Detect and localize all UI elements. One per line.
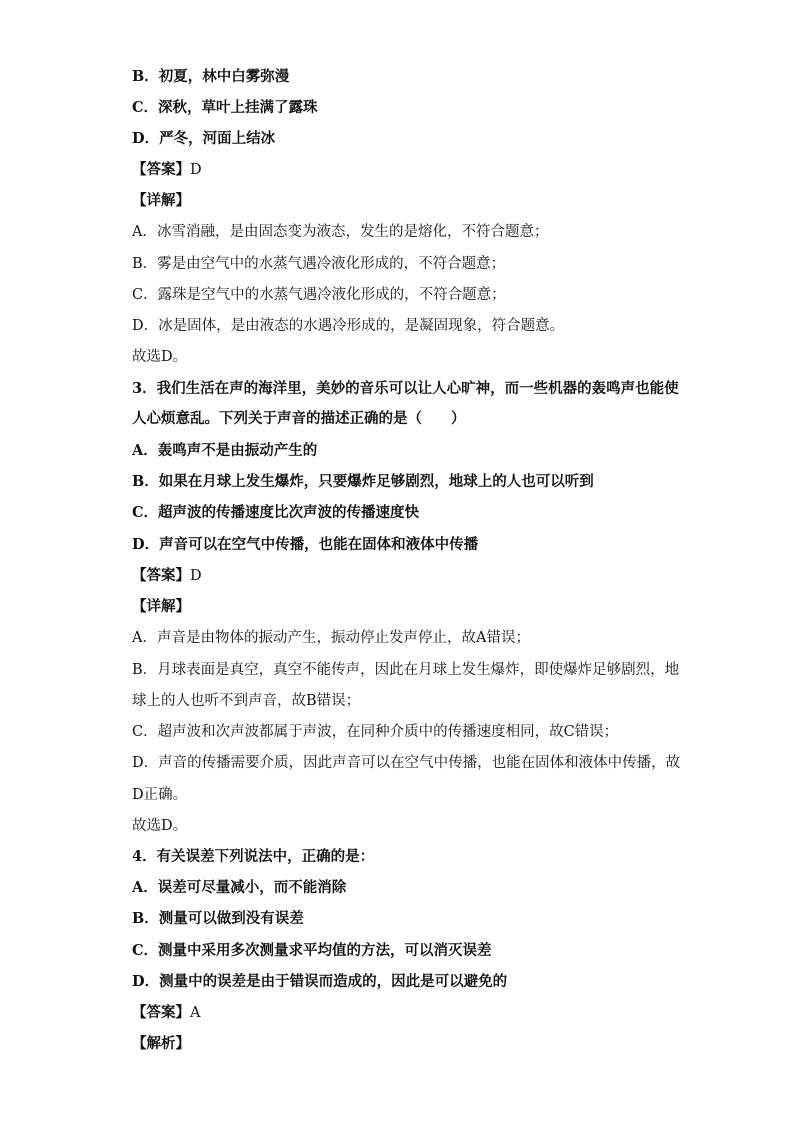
q3-stem-line2: 人心烦意乱。下列关于声音的描述正确的是（ ）: [132, 410, 466, 427]
q3-conclusion: 故选D。: [132, 818, 188, 834]
q2-option-b: B．初夏，林中白雾弥漫: [132, 68, 290, 85]
q4-option-c: C．测量中采用多次测量求平均值的方法，可以消灭误差: [132, 942, 492, 959]
q2-option-c: C．深秋，草叶上挂满了露珠: [132, 99, 318, 116]
answer-value: D: [190, 162, 202, 178]
q3-detail-label: 【详解】: [132, 598, 190, 615]
q2-explain-c: C．露珠是空气中的水蒸气遇冷液化形成的，不符合题意；: [132, 287, 506, 303]
answer-value: D: [190, 568, 202, 584]
q2-detail-label: 【详解】: [132, 192, 190, 209]
q3-option-d: D．声音可以在空气中传播，也能在固体和液体中传播: [132, 536, 479, 553]
q4-answer: [132, 1003, 692, 1023]
q2-option-d: D．严冬，河面上结冰: [132, 130, 276, 147]
q2-conclusion: 故选D。: [132, 349, 188, 365]
q3-explain-a: A．声音是由物体的振动产生，振动停止发声停止，故A错误；: [132, 630, 530, 646]
q3-answer: [132, 566, 692, 586]
q3-explain-b-line2: 球上的人也听不到声音，故B错误；: [132, 693, 361, 709]
q2-explain-a: A．冰雪消融，是由固态变为液态，发生的是熔化，不符合题意；: [132, 224, 549, 240]
q3-explain-b-line1: B．月球表面是真空，真空不能传声，因此在月球上发生爆炸，即使爆炸足够剧烈，地: [132, 662, 680, 678]
answer-label: 【答案】: [132, 161, 190, 178]
q3-option-a: A．轰鸣声不是由振动产生的: [132, 442, 318, 459]
q3-option-b: B．如果在月球上发生爆炸，只要爆炸足够剧烈，地球上的人也可以听到: [132, 473, 594, 490]
q4-option-a: A．误差可尽量减小，而不能消除: [132, 879, 347, 896]
q4-stem: 4．有关误差下列说法中，正确的是：: [132, 848, 375, 865]
answer-label: 【答案】: [132, 567, 190, 584]
q4-option-d: D．测量中的误差是由于错误而造成的，因此是可以避免的: [132, 973, 508, 990]
q2-explain-d: D．冰是固体，是由液态的水遇冷形成的，是凝固现象，符合题意。: [132, 318, 565, 334]
q3-explain-c: C．超声波和次声波都属于声波，在同种介质中的传播速度相同，故C错误；: [132, 724, 619, 740]
answer-label: 【答案】: [132, 1004, 190, 1021]
q2-answer: [132, 160, 692, 180]
q2-explain-b: B．雾是由空气中的水蒸气遇冷液化形成的，不符合题意；: [132, 256, 506, 272]
q3-stem-line1: 3．我们生活在声的海洋里，美妙的音乐可以让人心旷神，而一些机器的轰鸣声也能使: [132, 380, 679, 397]
q4-option-b: B．测量可以做到没有误差: [132, 910, 304, 927]
q3-explain-d-line2: D正确。: [132, 787, 188, 803]
q3-option-c: C．超声波的传播速度比次声波的传播速度快: [132, 504, 420, 521]
answer-value: A: [190, 1005, 201, 1021]
q3-explain-d-line1: D．声音的传播需要介质，因此声音可以在空气中传播，也能在固体和液体中传播，故: [132, 755, 681, 771]
q4-analysis-label: 【解析】: [132, 1035, 190, 1052]
